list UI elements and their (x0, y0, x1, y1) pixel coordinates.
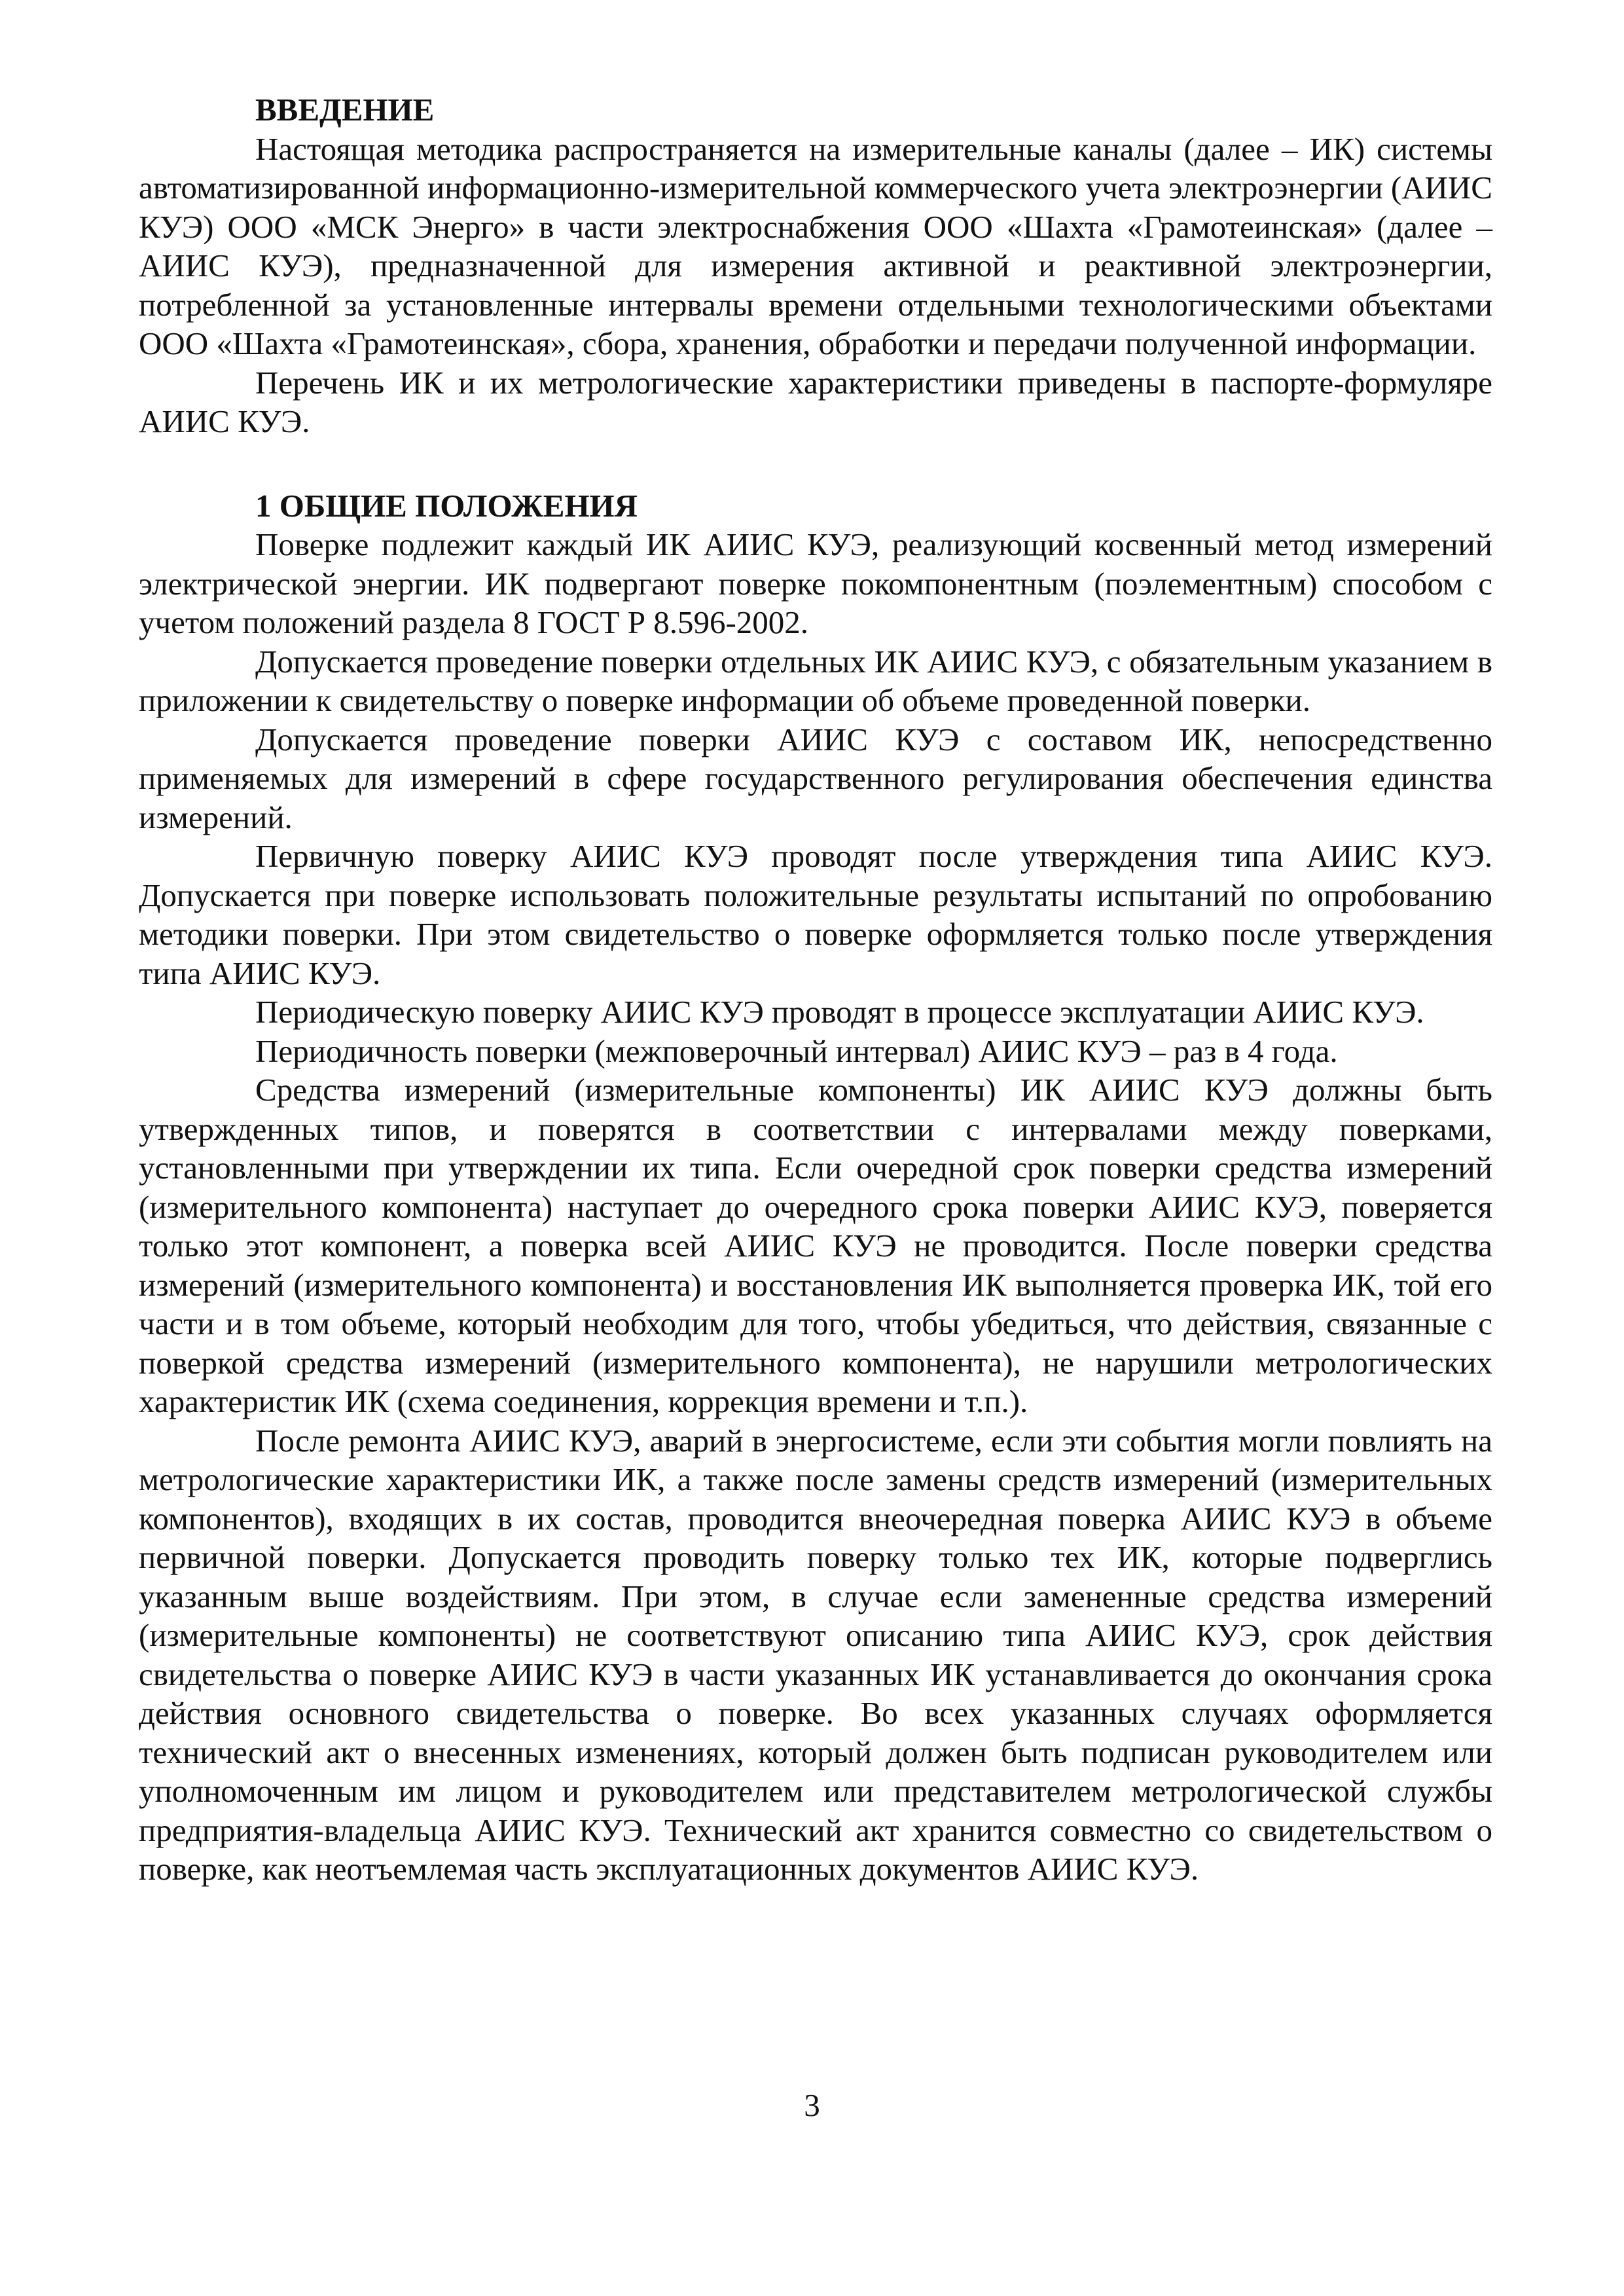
general-paragraph-state-regulation: Допускается проведение поверки АИИС КУЭ с составом ИК, непосредственно применяемых для измерений в сфере государственного регулирования обеспечения единства измерений. (139, 721, 1492, 835)
heading-introduction: ВВЕДЕНИЕ (255, 92, 435, 128)
general-paragraph-periodic-verification: Периодическую поверку АИИС КУЭ проводят в процессе эксплуатации АИИС КУЭ. (255, 994, 1424, 1030)
general-paragraph-extraordinary-verification: После ремонта АИИС КУЭ, аварий в энергосистеме, если эти события могли повлиять на метрологические характеристики ИК, а также после замены средств измерений (измерительных компонентов), входящих в их состав, проводится внеочередная поверка АИИС КУЭ в объеме первичной поверки. Допускается проводить поверку только тех ИК, которые подверглись указанным выше воздействиям. При этом, в случае если замененные средства измерений (измерительные компоненты) не соответствуют описанию типа АИИС КУЭ, срок действия свидетельства о поверке АИИС КУЭ в части указанных ИК устанавливается до окончания срока действия основного свидетельства о поверке. Во всех указанных случаях оформляется технический акт о внесенных изменениях, который должен быть подписан руководителем или уполномоченным им лицом и руководителем или представителем метрологической службы предприятия-владельца АИИС КУЭ. Технический акт хранится совместно со свидетельством о поверке, как неотъемлемая часть эксплуатационных документов АИИС КУЭ. (139, 1422, 1492, 1887)
page-number: 3 (804, 2087, 820, 2123)
general-paragraph-measuring-instruments: Средства измерений (измерительные компоненты) ИК АИИС КУЭ должны быть утвержденных типов, и поверятся в соответствии с интервалами между поверками, установленными при утверждении их типа. Если очередной срок поверки средства измерений (измерительного компонента) наступает до очередного срока поверки АИИС КУЭ, поверяется только этот компонент, а поверка всей АИИС КУЭ не проводится. После поверки средства измерений (измерительного компонента) и восстановления ИК выполняется проверка ИК, той его части и в том объеме, который необходим для того, чтобы убедиться, что действия, связанные с поверкой средства измерений (измерительного компонента), не нарушили метрологических характеристик ИК (схема соединения, коррекция времени и т.п.). (139, 1072, 1492, 1419)
heading-general-provisions: 1 ОБЩИЕ ПОЛОЖЕНИЯ (255, 487, 638, 524)
page-content (139, 90, 1492, 1889)
general-paragraph-subject: Поверке подлежит каждый ИК АИИС КУЭ, реализующий косвенный метод измерений электрической энергии. ИК подвергают поверке покомпонентным (поэлементным) способом с учетом положений раздела 8 ГОСТ Р 8.596-2002. (139, 526, 1492, 640)
general-paragraph-primary-verification: Первичную поверку АИИС КУЭ проводят после утверждения типа АИИС КУЭ. Допускается при поверке использовать положительные результаты испытаний по опробованию методики поверки. При этом свидетельство о поверке оформляется только после утверждения типа АИИС КУЭ. (139, 838, 1492, 991)
intro-paragraph-characteristics: Перечень ИК и их метрологические характеристики приведены в паспорте-формуляре АИИС КУЭ. (139, 364, 1492, 439)
general-paragraph-interval: Периодичность поверки (межповерочный интервал) АИИС КУЭ – раз в 4 года. (255, 1032, 1338, 1069)
general-paragraph-partial-verification: Допускается проведение поверки отдельных ИК АИИС КУЭ, с обязательным указанием в приложении к свидетельству о поверке информации об объеме проведенной поверки. (139, 643, 1492, 718)
intro-paragraph-scope: Настоящая методика распространяется на измерительные каналы (далее – ИК) системы автоматизированной информационно-измерительной коммерческого учета электроэнергии (АИИС КУЭ) ООО «МСК Энерго» в части электроснабжения ООО «Шахта «Грамотеинская» (далее – АИИС КУЭ), предназначенной для измерения активной и реактивной электроэнергии, потребленной за установленные интервалы времени отдельными технологическими объектами ООО «Шахта «Грамотеинская», сбора, хранения, обработки и передачи полученной информации. (139, 130, 1492, 361)
